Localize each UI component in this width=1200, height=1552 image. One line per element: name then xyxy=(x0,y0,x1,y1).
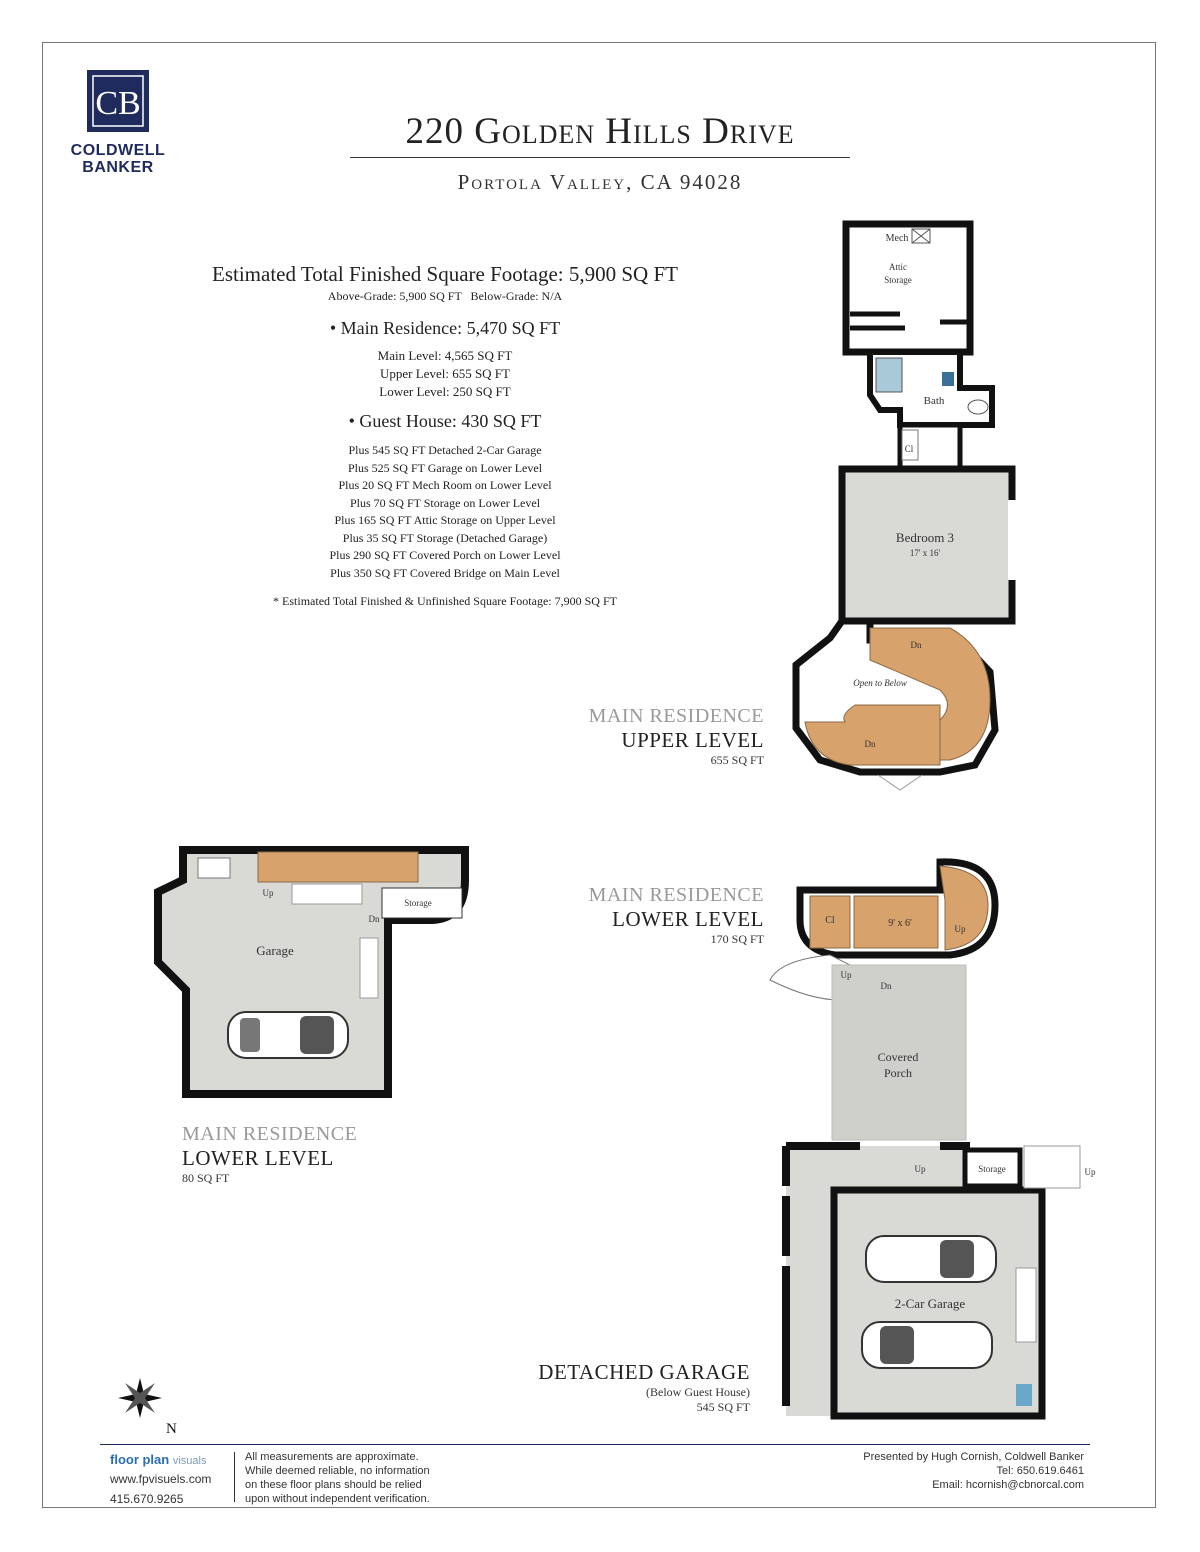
lower-level-left-label: MAIN RESIDENCE LOWER LEVEL 80 SQ FT xyxy=(182,1123,358,1185)
upper-level-plan xyxy=(796,224,1016,790)
footer xyxy=(100,1448,1090,1508)
footer-vertical-divider xyxy=(234,1452,235,1502)
sqft-note: * Estimated Total Finished & Unfinished Square Footage: 7,900 SQ FT xyxy=(273,594,617,608)
toilet-icon xyxy=(968,400,988,414)
stair-label-up: Up xyxy=(1084,1167,1096,1177)
room-label-open-below: Open to Below xyxy=(853,678,907,688)
stair-label-dn: Dn xyxy=(910,640,922,650)
stair-label-up: Up xyxy=(840,970,852,980)
sqft-extra: Plus 35 SQ FT Storage (Detached Garage) xyxy=(342,530,548,545)
room-label-mech: Mech xyxy=(885,233,909,244)
shower-icon xyxy=(876,358,902,392)
room-label-storage: Storage xyxy=(404,898,432,908)
sqft-guest-house: • Guest House: 430 SQ FT xyxy=(348,411,542,431)
car-icon xyxy=(862,1322,992,1368)
upper-level-label: MAIN RESIDENCE UPPER LEVEL 655 SQ FT xyxy=(588,705,764,767)
footer-phone: 415.670.9265 xyxy=(110,1492,184,1506)
room-label-garage: Garage xyxy=(256,943,294,958)
room-label-closet: Cl xyxy=(825,915,835,926)
stair-label-up: Up xyxy=(954,924,966,934)
footer-divider xyxy=(100,1444,1090,1445)
compass-rose-icon xyxy=(118,1378,177,1437)
room-label-bedroom-3: Bedroom 3 xyxy=(895,530,955,545)
footer-disclaimer: All measurements are approximate. While deemed reliable, no information on these floor plans should be relied upon without independent verification. xyxy=(245,1451,430,1505)
stair-label-dn: Dn xyxy=(368,914,380,924)
sqft-extra: Plus 20 SQ FT Mech Room on Lower Level xyxy=(338,478,552,492)
sqft-main-residence: • Main Residence: 5,470 SQ FT xyxy=(329,318,561,338)
room-label-attic: Attic xyxy=(889,262,907,272)
sqft-extra: Plus 525 SQ FT Garage on Lower Level xyxy=(347,460,543,475)
car-icon xyxy=(866,1236,996,1282)
sqft-extra: Plus 350 SQ FT Covered Bridge on Main Level xyxy=(330,565,560,580)
stair-label-up: Up xyxy=(262,888,274,898)
sqft-above-below: Above-Grade: 5,900 SQ FT Below-Grade: N/A xyxy=(327,289,563,303)
sqft-upper-level: Upper Level: 655 SQ FT xyxy=(380,366,510,381)
lower-level-right-plan xyxy=(770,862,995,1140)
utility-icon xyxy=(1016,1384,1032,1406)
svg-text:CB: CB xyxy=(95,85,141,122)
sqft-extra: Plus 290 SQ FT Covered Porch on Lower Level xyxy=(329,548,561,562)
footer-website[interactable]: www.fpvisuels.com xyxy=(110,1472,212,1486)
stair-label-dn: Dn xyxy=(864,739,876,749)
stair-label-up: Up xyxy=(914,1164,926,1174)
sqft-extra: Plus 165 SQ FT Attic Storage on Upper Level xyxy=(334,513,556,527)
exterior-stair xyxy=(1024,1146,1080,1188)
page-title: 220 Golden Hills Drive xyxy=(405,111,795,152)
brand-line2: BANKER xyxy=(82,159,154,176)
sqft-extra: Plus 545 SQ FT Detached 2-Car Garage xyxy=(348,443,542,457)
compass-north-label: N xyxy=(166,1421,177,1437)
room-label-storage: Storage xyxy=(978,1164,1006,1174)
page-subtitle: Portola Valley, CA 94028 xyxy=(457,170,743,194)
footer-presenter: Presented by Hugh Cornish, Coldwell Banker Tel: 650.619.6461 Email: hcornish@cbnorcal.com xyxy=(863,1451,1084,1491)
sqft-main-level: Main Level: 4,565 SQ FT xyxy=(377,348,513,363)
stair-label-dn: Dn xyxy=(880,981,892,991)
bedroom-3 xyxy=(842,469,1012,621)
footer-email[interactable]: Email: hcornish@cbnorcal.com xyxy=(932,1479,1084,1491)
room-dim: 9' x 6' xyxy=(888,918,912,929)
room-label-attic-storage: Storage xyxy=(884,275,912,285)
detached-garage-label: DETACHED GARAGE (Below Guest House) 545 SQ FT xyxy=(538,1360,750,1414)
garage-stair xyxy=(258,852,418,882)
mech-icon xyxy=(198,858,230,878)
lower-level-left-plan xyxy=(158,850,465,1094)
floor-plan-visuals-logo: floor plan visuals xyxy=(110,1452,207,1467)
lower-level-right-label: MAIN RESIDENCE LOWER LEVEL 170 SQ FT xyxy=(588,884,764,946)
room-label-2-car-garage: 2-Car Garage xyxy=(894,1296,966,1311)
room-dim-bedroom-3: 17' x 16' xyxy=(909,548,941,558)
sqft-lower-level: Lower Level: 250 SQ FT xyxy=(379,384,511,399)
sqft-total: Estimated Total Finished Square Footage: 5,900 SQ FT xyxy=(212,262,678,286)
room-label-bath: Bath xyxy=(923,395,945,407)
room-label-closet: Cl xyxy=(904,444,914,454)
detached-garage-plan xyxy=(786,1146,1096,1416)
car-icon xyxy=(228,1012,348,1058)
brand-line1: COLDWELL xyxy=(70,142,166,159)
room-label-covered: Covered xyxy=(877,1050,919,1064)
sqft-extra: Plus 70 SQ FT Storage on Lower Level xyxy=(349,495,541,510)
sink-icon xyxy=(942,372,954,386)
room-label-porch: Porch xyxy=(884,1066,912,1080)
